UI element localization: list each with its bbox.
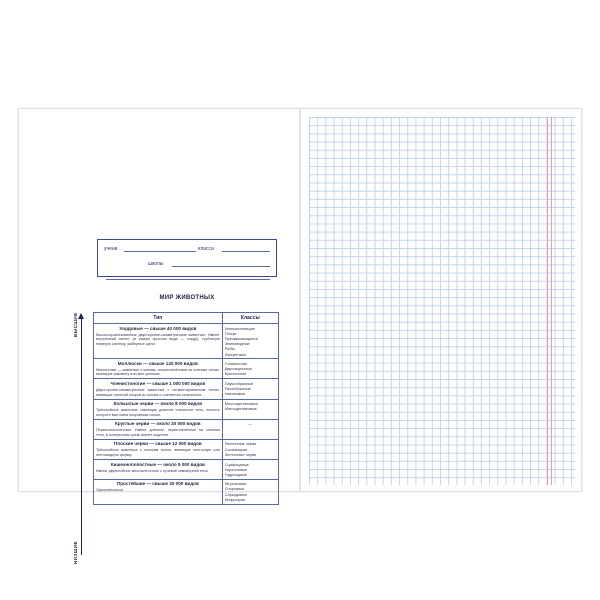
right-page (300, 108, 582, 492)
type-cell (94, 460, 223, 480)
axis-label-low: НИЗШИЕ (73, 540, 78, 564)
class-item: Инфузории (224, 496, 246, 502)
table-row (94, 479, 279, 504)
type-description: Первичнополостные. Имеют длинное, нерасчленённое на членики тело, в поперечном срезе имеют округлое. (96, 428, 220, 437)
class-item: Головоногие (224, 360, 248, 366)
page-title: МИР ЖИВОТНЫХ (159, 295, 215, 301)
class-item: Малощетинковые (224, 406, 257, 412)
type-cell (94, 419, 223, 439)
type-title: Моллюски — свыше 120 000 видов (117, 360, 198, 366)
class-item: Ресничные черви (224, 441, 257, 447)
class-item: Рыбы (224, 346, 236, 352)
table-head (94, 313, 279, 324)
table-header-row (94, 313, 279, 324)
type-cell (94, 479, 223, 504)
class-item: Пресмыкающиеся (224, 335, 258, 341)
type-title: Кольчатые черви — около 8 000 видов (113, 401, 203, 407)
type-description: Имеют двухслойное многоклеточное с лучевой симметрией тела. (96, 468, 209, 473)
class-item: Паукообразные (224, 380, 254, 386)
nameplate-row-1 (98, 243, 276, 255)
class-item: Саркодовые (224, 491, 248, 497)
table-row (94, 359, 279, 379)
type-description: Трёхслойные животные с плоским телом, имеющие ленточную или лентовидную форму. (96, 448, 220, 458)
table-row (94, 379, 279, 399)
nameplate-pupil-label: учени (104, 246, 118, 252)
type-cell (94, 324, 223, 359)
class-item: Сцифоидные (224, 461, 249, 467)
table-body (94, 324, 279, 505)
nameplate-extra-rule[interactable] (106, 279, 270, 280)
left-page (18, 108, 300, 564)
margin-line-right (551, 117, 552, 485)
column-header-type: Тип (94, 313, 223, 324)
class-item: Птицы (224, 330, 237, 336)
class-item: Насекомые (224, 391, 246, 397)
type-description: Двусторонне-симметричные животные с сегментированным телом, имеющие плотный покров из хитина и членистые конечности. (96, 387, 220, 397)
axis-line (81, 317, 82, 555)
nameplate-class-rule[interactable] (222, 251, 270, 252)
classes-cell (222, 324, 278, 359)
class-item: Коралловые (224, 466, 248, 472)
type-title: Членистоногие — свыше 1 000 000 видов (110, 380, 206, 386)
type-cell (94, 399, 223, 419)
classes-cell (222, 359, 278, 379)
axis-label-high: ВЫСШИЕ (73, 312, 78, 337)
class-item: Млекопитающие (224, 325, 255, 331)
graph-paper-grid (309, 117, 575, 485)
table-row (94, 460, 279, 480)
classes-cell (222, 439, 278, 459)
class-item: — (248, 421, 253, 427)
class-item: Сосальщики (224, 446, 248, 452)
table-row (94, 439, 279, 459)
table-row (94, 419, 279, 439)
type-title: Хордовые — свыше 40 000 видов (119, 325, 197, 331)
column-header-classes: Классы (222, 313, 278, 324)
class-item: Многощетинковые (224, 401, 258, 407)
classes-cell (222, 479, 278, 504)
classes-cell (222, 399, 278, 419)
table-row (94, 324, 279, 359)
type-description: Мягкотелые — животные с мягким, нерасчленённым на членики телом, имеющие раковину или всю целиком. (96, 367, 220, 377)
nameplate-pupil-rule[interactable] (124, 251, 196, 252)
animal-kingdom-table (93, 312, 279, 505)
nameplate-class-label: класса (198, 246, 214, 252)
class-item: Ланцетники (224, 351, 246, 357)
type-description: Одноклеточные. (96, 488, 125, 493)
type-title: Плоские черви — свыше 12 000 видов (113, 441, 202, 447)
type-cell (94, 379, 223, 399)
type-cell (94, 359, 223, 379)
class-item: Жгутиковые (224, 481, 247, 487)
class-item: Ленточные черви (224, 451, 257, 457)
nameplate-box (97, 239, 277, 277)
type-title: Простейшие — свыше 30 000 видов (116, 481, 199, 487)
classes-cell (222, 460, 278, 480)
classes-cell (222, 379, 278, 399)
nameplate-row-3 (98, 273, 276, 285)
class-item: Споровики (224, 486, 245, 492)
type-title: Круглые черви — около 20 000 видов (115, 421, 201, 427)
class-item: Брюхоногие (224, 371, 247, 377)
nameplate-school-rule[interactable] (172, 266, 270, 267)
margin-line-left (547, 117, 548, 485)
class-item: Ракообразные (224, 386, 251, 392)
type-description: Трёхслойные животные, имеющие длинное членистое тело, полость которого выстлана покровным слоем. (96, 408, 220, 417)
nameplate-school-label: школы (148, 261, 164, 267)
type-cell (94, 439, 223, 459)
classes-cell (222, 419, 278, 439)
type-title: Кишечнополостные — около 9 000 видов (110, 461, 205, 467)
type-description: Высокоорганизованные двусторонне-симметричные животные. Имеют внутренний скелет (в самом простом виде — хорду), трубчатую нервную систему, жаберные щели. (96, 332, 220, 346)
class-item: Земноводные (224, 341, 250, 347)
nameplate-row-2 (98, 258, 276, 270)
class-item: Гидроидные (224, 472, 247, 478)
table-row (94, 399, 279, 419)
class-item: Двустворчатые (224, 365, 253, 371)
